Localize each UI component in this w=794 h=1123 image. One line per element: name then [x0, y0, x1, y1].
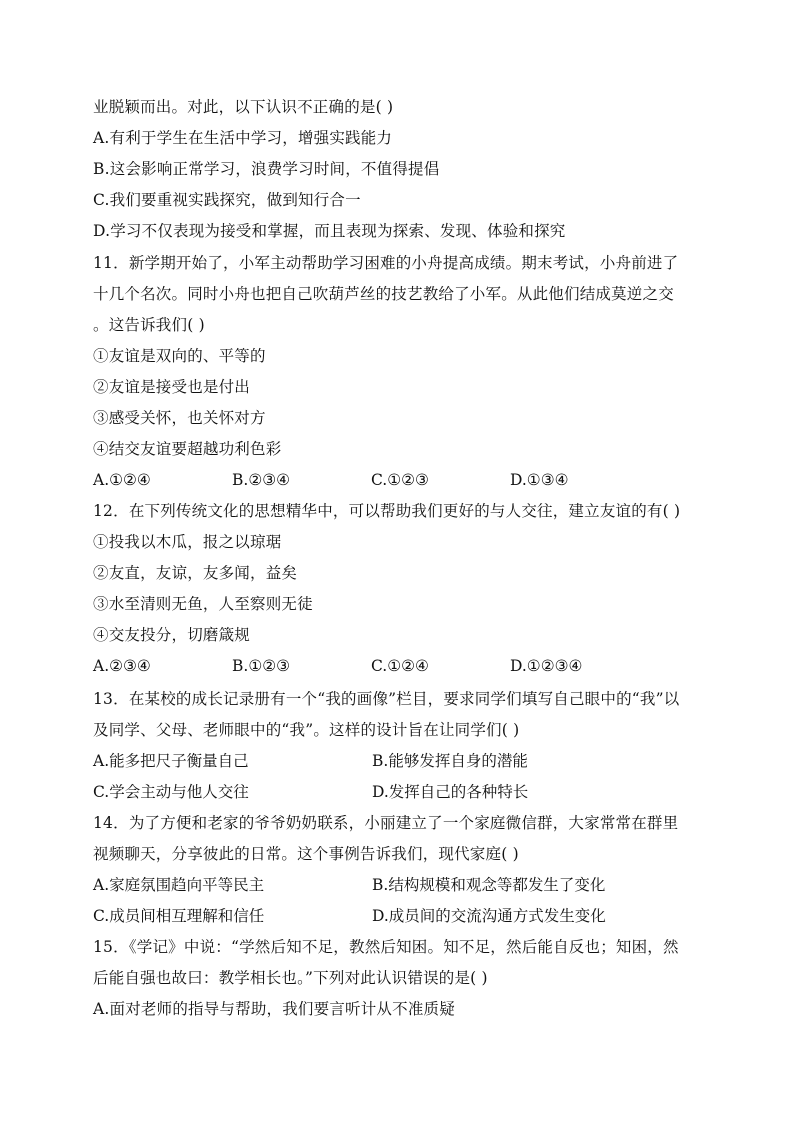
q11-statement: ④结交友谊要超越功利色彩	[93, 440, 282, 458]
q14-option-b: B.结构规模和观念等都发生了变化	[372, 876, 606, 894]
q14-option-a: A.家庭氛围趋向平等民主	[93, 876, 265, 894]
q11-option-d: D.①③④	[510, 471, 569, 489]
question-13-stem: 13．在某校的成长记录册有一个“我的画像”栏目，要求同学们填写自己眼中的“我”以	[93, 690, 680, 708]
q13-option-c: C.学会主动与他人交往	[93, 783, 249, 801]
question-13-stem: 及同学、父母、老师眼中的“我”。这样的设计旨在让同学们( )	[93, 721, 520, 739]
q12-statement: ①投我以木瓜，报之以琼琚	[93, 533, 282, 551]
q15-option-a: A.面对老师的指导与帮助，我们要言听计从不准质疑	[93, 1000, 455, 1018]
q10-option-b: B.这会影响正常学习，浪费学习时间，不值得提倡	[93, 160, 440, 178]
q11-option-b: B.②③④	[232, 471, 291, 489]
question-12-stem: 12．在下列传统文化的思想精华中，可以帮助我们更好的与人交往，建立友谊的有( )	[93, 502, 681, 520]
q11-statement: ③感受关怀，也关怀对方	[93, 409, 266, 427]
q12-option-c: C.①②④	[371, 657, 429, 675]
q10-option-c: C.我们要重视实践探究，做到知行合一	[93, 191, 361, 209]
question-15-stem: 后能自强也故曰：教学相长也。”下列对此认识错误的是( )	[93, 969, 488, 987]
q11-option-a: A.①②④	[93, 471, 151, 489]
q13-option-b: B.能够发挥自身的潜能	[372, 752, 528, 770]
question-15-stem: 15．《学记》中说：“学然后知不足，教然后知困。知不足，然后能自反也；知困，然	[93, 938, 679, 956]
q12-statement: ②友直，友谅，友多闻，益矣	[93, 564, 298, 582]
q11-statement: ②友谊是接受也是付出	[93, 378, 251, 396]
q14-option-d: D.成员间的交流沟通方式发生变化	[372, 907, 606, 925]
q13-option-d: D.发挥自己的各种特长	[372, 783, 529, 801]
q10-option-a: A.有利于学生在生活中学习，增强实践能力	[93, 129, 393, 147]
q12-statement: ③水至清则无鱼，人至察则无徒	[93, 595, 313, 613]
question-14-stem: 视频聊天，分享彼此的日常。这个事例告诉我们，现代家庭( )	[93, 845, 519, 863]
q14-option-c: C.成员间相互理解和信任	[93, 907, 265, 925]
q10-option-d: D.学习不仅表现为接受和掌握，而且表现为探索、发现、体验和探究	[93, 222, 566, 240]
q12-statement: ④交友投分，切磨箴规	[93, 626, 251, 644]
question-14-stem: 14．为了方便和老家的爷爷奶奶联系，小丽建立了一个家庭微信群，大家常常在群里	[93, 814, 679, 832]
question-10-stem-end: 业脱颖而出。对此，以下认识不正确的是( )	[93, 98, 394, 116]
question-11-stem: 11．新学期开始了，小军主动帮助学习困难的小舟提高成绩。期末考试，小舟前进了	[93, 254, 679, 272]
q11-option-c: C.①②③	[371, 471, 429, 489]
q13-option-a: A.能多把尺子衡量自己	[93, 752, 249, 770]
q12-option-b: B.①②③	[232, 657, 291, 675]
q11-statement: ①友谊是双向的、平等的	[93, 347, 266, 365]
question-11-stem: 。这告诉我们( )	[93, 316, 205, 334]
q12-option-d: D.①②③④	[510, 657, 583, 675]
q12-option-a: A.②③④	[93, 657, 151, 675]
question-11-stem: 十几个名次。同时小舟也把自己吹葫芦丝的技艺教给了小军。从此他们结成莫逆之交	[93, 285, 674, 303]
